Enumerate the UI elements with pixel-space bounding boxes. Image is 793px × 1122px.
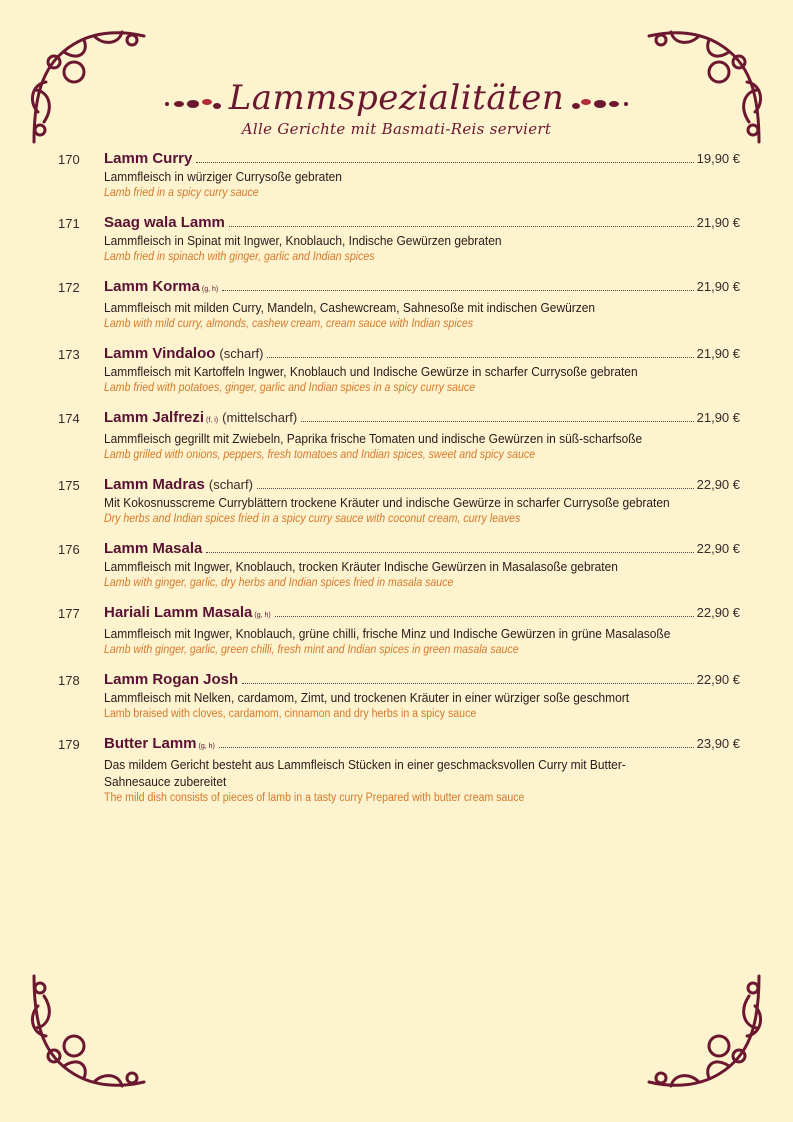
menu-item [58,735,740,806]
item-description-de: Lammfleisch mit Kartoffeln Ingwer, Knoblauch und Indische Gewürze in scharfer Currysoße gebraten [104,364,638,379]
item-number: 177 [58,606,80,621]
menu-item [58,604,740,658]
item-price: 22,90 € [696,477,740,492]
title-text: Lammspezialitäten [228,78,565,118]
dot-leader [206,552,693,553]
item-description-en: Lamb fried in a spicy curry sauce [104,187,259,199]
dot-leader [275,616,694,617]
item-number: 171 [58,216,80,231]
item-name: Lamm Curry [104,150,193,167]
menu-list [58,150,740,819]
item-name: Lamm Masala [104,540,203,557]
menu-item [58,278,740,332]
item-description-en: Lamb fried with potatoes, ginger, garlic and Indian spices in a spicy curry sauce [104,382,476,394]
item-description-en: Dry herbs and Indian spices fried in a spicy curry sauce with coconut cream, curry leaves [104,513,521,525]
item-number: 175 [58,478,80,493]
spice-note: (mittelscharf) [222,410,298,425]
floral-corner-ornament-icon [639,966,769,1096]
item-number: 179 [58,737,80,752]
allergen-tag: (g, h) [254,612,271,619]
item-number: 170 [58,152,80,167]
item-description-de: Lammfleisch in Spinat mit Ingwer, Knoblauch, Indische Gewürzen gebraten [104,233,502,248]
item-price: 21,90 € [696,346,740,361]
item-description-de: Lammfleisch in würziger Currysoße gebraten [104,169,342,184]
item-description-en: Lamb grilled with onions, peppers, fresh tomatoes and Indian spices, sweet and spicy sauce [104,449,536,461]
item-description-de: Das mildem Gericht besteht aus Lammfleisch Stücken in einer geschmacksvollen Curry mit Butter-Sahnesauce zubereitet [104,757,626,789]
item-description-en: The mild dish consists of pieces of lamb in a tasty curry Prepared with butter cream sauce [104,792,525,804]
item-name: Hariali Lamm Masala [104,604,253,621]
menu-item [58,476,740,527]
item-number: 173 [58,347,80,362]
page-title [229,78,565,118]
floral-divider-icon [163,96,223,112]
dot-leader [257,488,694,489]
item-price: 22,90 € [696,672,740,687]
item-name: Lamm Korma [104,278,200,295]
item-description-en: Lamb with mild curry, almonds, cashew cream, cream sauce with Indian spices [104,318,474,330]
menu-item [58,214,740,265]
allergen-tag: (g, h) [201,286,219,293]
item-description-de: Lammfleisch mit Ingwer, Knoblauch, trocken Kräuter Indische Gewürzen in Masalasoße gebraten [104,559,618,574]
item-price: 23,90 € [696,736,740,751]
allergen-tag: (f, i) [206,417,219,424]
dot-leader [242,683,693,684]
item-description-de: Lammfleisch mit Ingwer, Knoblauch, grüne chilli, frische Minz und Indische Gewürzen in grüne Masalasoße [104,626,671,641]
item-description-en: Lamb braised with cloves, cardamom, cinnamon and dry herbs in a spicy sauce [104,708,477,720]
item-description-de: Lammfleisch mit milden Curry, Mandeln, Cashewcream, Sahnesoße mit indischen Gewürzen [104,300,596,315]
dot-leader [301,421,693,422]
page-header [0,78,793,138]
menu-item [58,540,740,591]
item-description-en: Lamb with ginger, garlic, green chilli, fresh mint and Indian spices in green masala sauce [104,644,519,656]
menu-item [58,345,740,396]
floral-divider-icon [570,96,630,112]
item-description-en: Lamb fried in spinach with ginger, garlic and Indian spices [104,251,375,263]
item-price: 21,90 € [696,410,740,425]
item-number: 174 [58,411,80,426]
dot-leader [196,162,693,163]
item-price: 22,90 € [696,541,740,556]
menu-item [58,671,740,722]
dot-leader [222,290,693,291]
item-name: Lamm Rogan Josh [104,671,239,688]
item-number: 178 [58,673,80,688]
item-description-en: Lamb with ginger, garlic, dry herbs and Indian spices fried in masala sauce [104,577,454,589]
item-price: 22,90 € [696,605,740,620]
page-subtitle: Alle Gerichte mit Basmati-Reis serviert [241,120,552,138]
item-name: Saag wala Lamm [104,214,225,231]
dot-leader [229,226,694,227]
allergen-tag: (g, h) [198,743,215,750]
menu-item [58,150,740,201]
item-name: Lamm Vindaloo [104,345,216,362]
spice-note: (scharf) [219,346,264,361]
item-name: Lamm Madras [104,476,205,493]
dot-leader [219,747,694,748]
item-description-de: Lammfleisch mit Nelken, cardamom, Zimt, und trockenen Kräuter in einer würziger soße geschmort [104,690,630,705]
item-description-de: Mit Kokosnusscreme Curryblättern trockene Kräuter und indische Gewürze in scharfer Currysoße gebraten [104,495,670,510]
menu-item [58,409,740,463]
item-name: Lamm Jalfrezi [104,409,205,426]
item-description-de: Lammfleisch gegrillt mit Zwiebeln, Paprika frische Tomaten und indische Gewürzen in süß-scharfsoße [104,431,643,446]
item-name: Butter Lamm [104,735,197,752]
dot-leader [267,357,693,358]
item-number: 172 [58,280,80,295]
floral-corner-ornament-icon [24,966,154,1096]
item-number: 176 [58,542,80,557]
item-price: 21,90 € [696,215,740,230]
spice-note: (scharf) [208,477,253,492]
item-price: 19,90 € [696,151,740,166]
item-price: 21,90 € [696,279,740,294]
